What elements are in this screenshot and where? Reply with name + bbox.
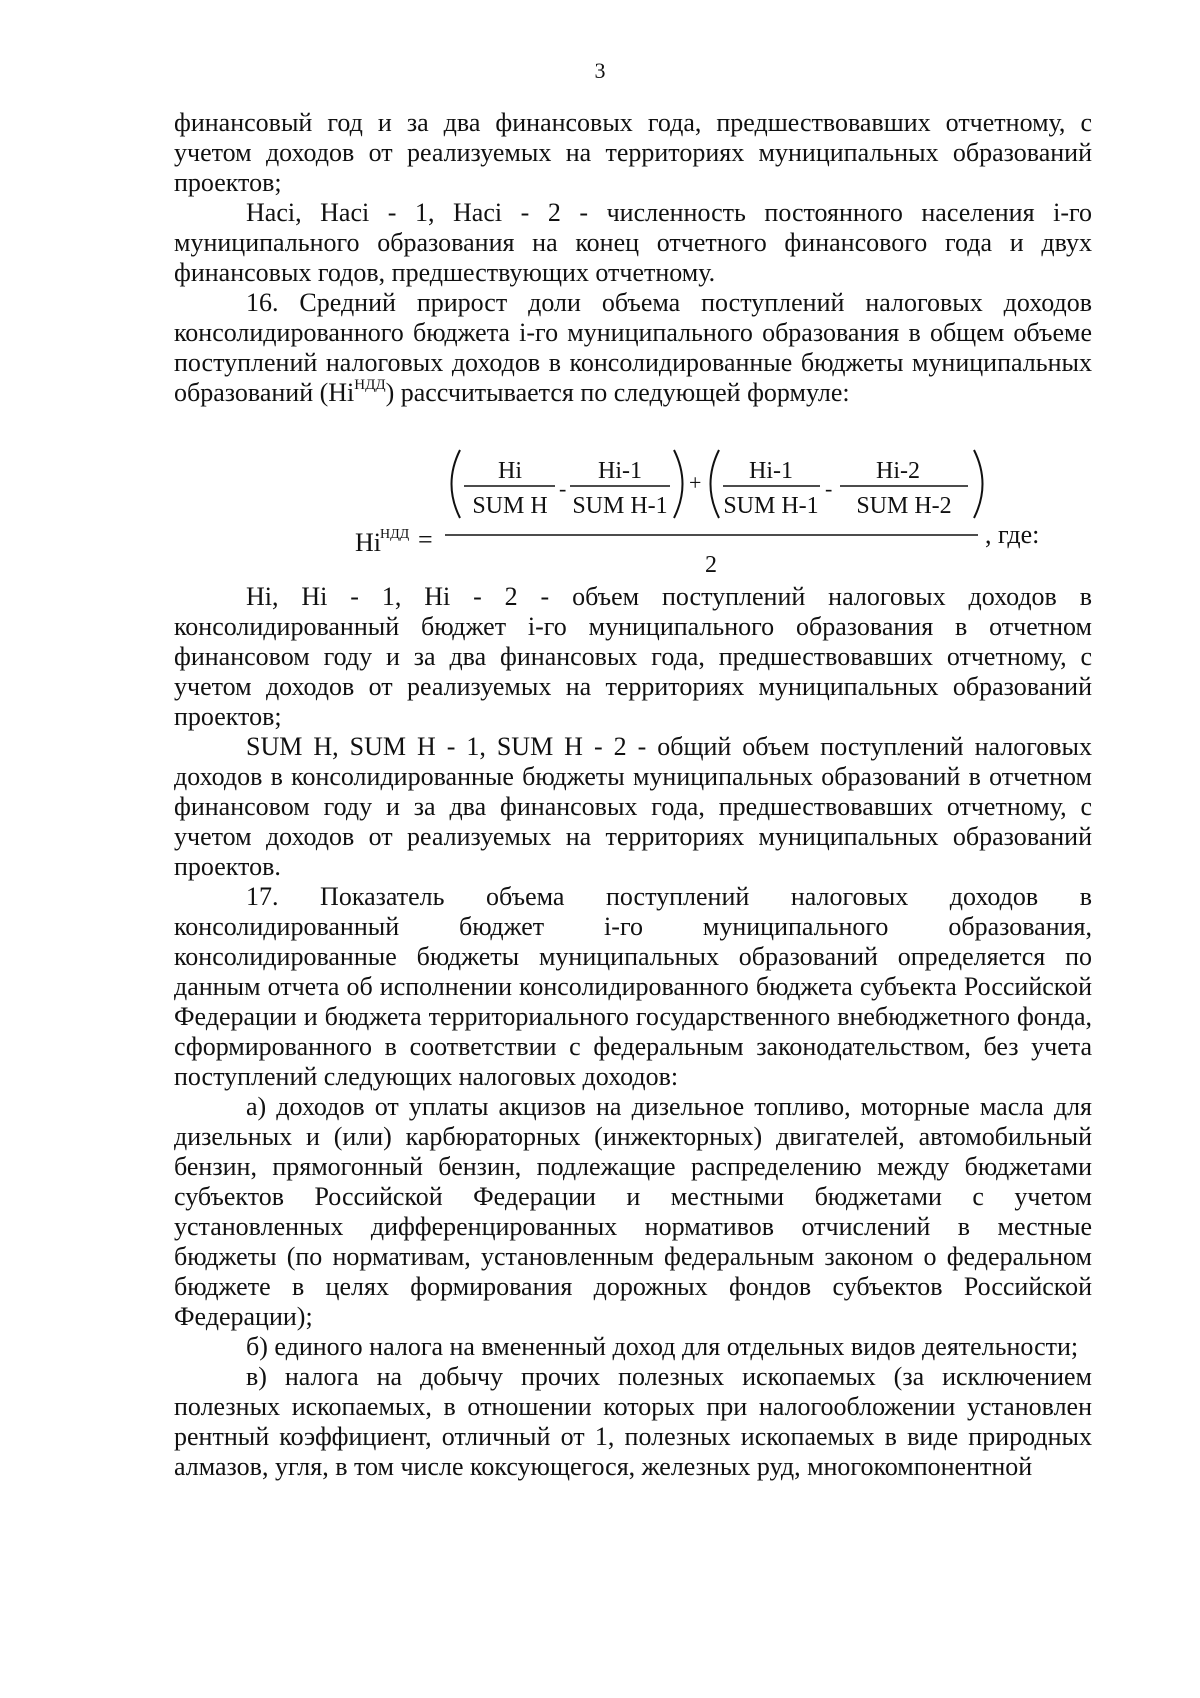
frac1-numerator: Hi — [498, 458, 522, 484]
frac3-denominator: SUM H-1 — [723, 493, 819, 519]
main-denominator: 2 — [705, 552, 717, 578]
frac2-numerator: Hi-1 — [598, 458, 642, 484]
formula-lhs-sup: НДД — [380, 527, 410, 542]
paragraph-continuation: финансовый год и за два финансовых года, предшествовавших отчетному, с учетом доходов от реализуемых на территориях муниципальных образований проектов; — [174, 108, 1092, 197]
paragraph-subitem-v: в) налога на добычу прочих полезных ископаемых (за исключением полезных ископаемых, в отношении которых при налогообложении установлен рентный коэффициент, отличный от 1, полезных ископаемых в виде природных алмазов, угля, в том числе коксующегося, железных руд, многокомпонентной — [174, 1362, 1092, 1481]
paragraph-sum-definition: SUM H, SUM H - 1, SUM H - 2 - общий объем поступлений налоговых доходов в консолидированные бюджеты муниципальных образований в отчетном финансовом году и за два финансовых года, предшествовавших отчетному, с учетом доходов от реализуемых на территориях муниципальных образований проектов. — [174, 732, 1092, 881]
right-paren-2-close — [974, 450, 983, 518]
formula-minus-2: - — [825, 476, 833, 501]
paragraph-item-16 — [174, 288, 1092, 408]
formula-lhs: Hi — [355, 528, 381, 557]
paragraph-subitem-a: а) доходов от уплаты акцизов на дизельное топливо, моторные масла для дизельных и (или) карбюраторных (инжекторных) двигателей, автомобильный бензин, прямогонный бензин, подлежащие распределению между бюджетами субъектов Российской Федерации и местными бюджетами с учетом установленных дифференцированных нормативов отчислений в местные бюджеты (по нормативам, установленным федеральным законом о федеральном бюджете в целях формирования дорожных фондов субъектов Российской Федерации); — [174, 1092, 1092, 1331]
left-paren-1-close — [674, 450, 683, 518]
frac4-denominator: SUM H-2 — [856, 493, 952, 519]
formula-minus-1: - — [559, 476, 567, 501]
paragraph-subitem-b: б) единого налога на вмененный доход для отдельных видов деятельности; — [246, 1332, 1079, 1361]
text-block-bottom — [174, 582, 1092, 1482]
frac1-denominator: SUM H — [472, 493, 548, 519]
item16-superscript: НДД — [354, 377, 386, 393]
formula-block — [0, 448, 1200, 588]
paragraph-item-17: 17. Показатель объема поступлений налоговых доходов в консолидированный бюджет i-го муниципального образования, консолидированные бюджеты муниципальных образований определяется по данным отчета об исполнении консолидированного бюджета субъекта Российской Федерации и бюджета территориального государственного внебюджетного фонда, сформированного в соответствии с федеральным законодательством, без учета поступлений следующих налоговых доходов: — [174, 882, 1092, 1091]
paragraph-population-definition: Насi, Насi - 1, Насi - 2 - численность постоянного населения i-го муниципального образования на конец отчетного финансового года и двух финансовых годов, предшествующих отчетному. — [174, 198, 1092, 287]
frac4-numerator: Hi-2 — [876, 458, 920, 484]
formula-equals: = — [418, 525, 433, 554]
formula-svg — [0, 448, 1200, 588]
left-paren-1-open — [452, 450, 461, 518]
item16-text-after: ) рассчитывается по следующей формуле: — [385, 378, 850, 407]
item16-text-before: 16. Средний прирост доли объема поступлений налоговых доходов консолидированного бюджета i-го муниципального образования в общем объеме поступлений налоговых доходов в консолидированные бюджеты муниципальных образований (Hi — [174, 288, 1092, 407]
frac2-denominator: SUM H-1 — [572, 493, 668, 519]
formula-suffix: , где: — [985, 520, 1040, 549]
formula-plus: + — [689, 470, 702, 495]
paragraph-hi-definition: Hi, Hi - 1, Hi - 2 - объем поступлений налоговых доходов в консолидированный бюджет i-го муниципального образования в отчетном финансовом году и за два финансовых года, предшествовавших отчетному, с учетом доходов от реализуемых на территориях муниципальных образований проектов; — [174, 582, 1092, 731]
text-block-top — [174, 108, 1092, 408]
frac3-numerator: Hi-1 — [749, 458, 793, 484]
right-paren-2-open — [711, 450, 720, 518]
page-number: 3 — [594, 58, 606, 83]
